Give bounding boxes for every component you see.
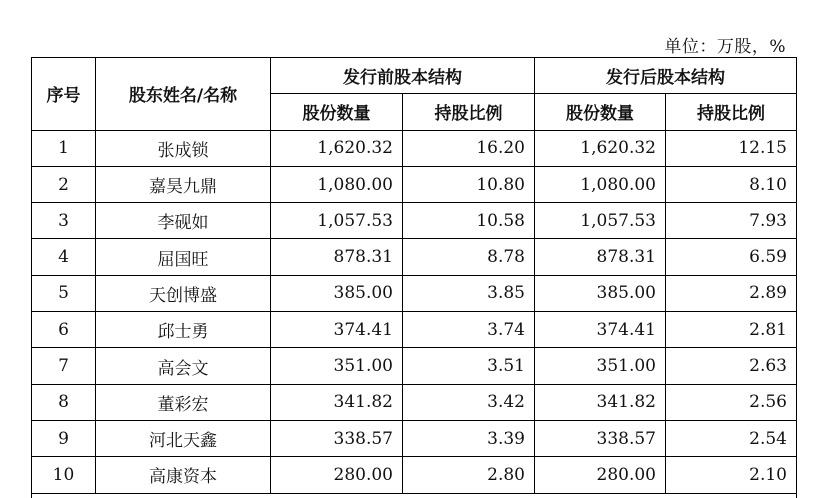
cell-ratio-before: 10.80 — [403, 166, 535, 202]
cell-name: 河北天鑫 — [96, 420, 271, 456]
cell-ratio-after: 12.15 — [666, 130, 797, 166]
cell-name: 张成锁 — [96, 130, 271, 166]
table-row — [32, 130, 797, 166]
header-shares-before: 股份数量 — [271, 94, 403, 130]
cell-name: 高会文 — [96, 348, 271, 384]
cell-ratio-after: 2.81 — [666, 312, 797, 348]
header-before: 发行前股本结构 — [271, 58, 535, 94]
cell-name: 李砚如 — [96, 203, 271, 239]
cell-no: 7 — [32, 348, 96, 384]
header-ratio-after: 持股比例 — [666, 94, 797, 130]
cell-ratio-before: 2.80 — [403, 457, 535, 493]
table-row — [32, 348, 797, 384]
table-row — [32, 312, 797, 348]
cell-shares-before: 351.00 — [271, 348, 403, 384]
table-row — [32, 384, 797, 420]
cell-shares-before: 1,620.32 — [271, 130, 403, 166]
cell-shares-before: 1,057.53 — [271, 203, 403, 239]
cell-no: 9 — [32, 420, 96, 456]
cell-ratio-before: 3.51 — [403, 348, 535, 384]
cell-ratio-after: 7.93 — [666, 203, 797, 239]
cell-no: 6 — [32, 312, 96, 348]
cell-shares-after: 878.31 — [535, 239, 666, 275]
cell-no: 5 — [32, 275, 96, 311]
table-row — [32, 275, 797, 311]
cell-ratio-before: 3.39 — [403, 420, 535, 456]
cell-shares-before: 341.82 — [271, 384, 403, 420]
cell-ratio-before: 3.74 — [403, 312, 535, 348]
cell-ratio-after: 8.10 — [666, 166, 797, 202]
header-after: 发行后股本结构 — [535, 58, 797, 94]
cell-shares-after: 351.00 — [535, 348, 666, 384]
table-header — [32, 58, 797, 131]
cell-no: 8 — [32, 384, 96, 420]
cell-no: 3 — [32, 203, 96, 239]
cell-shares-before: 374.41 — [271, 312, 403, 348]
cell-shares-after: 338.57 — [535, 420, 666, 456]
cell-ratio-before: 10.58 — [403, 203, 535, 239]
cell-ratio-after: 2.56 — [666, 384, 797, 420]
cell-shares-after: 374.41 — [535, 312, 666, 348]
header-name: 股东姓名/名称 — [96, 58, 271, 131]
cell-ratio-after: 2.89 — [666, 275, 797, 311]
cell-ratio-before: 8.78 — [403, 239, 535, 275]
table-row — [32, 239, 797, 275]
cell-no: 10 — [32, 457, 96, 493]
cell-name: 董彩宏 — [96, 384, 271, 420]
cell-shares-after: 280.00 — [535, 457, 666, 493]
cell-ratio-before: 3.85 — [403, 275, 535, 311]
cell-ratio-after: 2.10 — [666, 457, 797, 493]
cell-ratio-after: 6.59 — [666, 239, 797, 275]
header-shares-after: 股份数量 — [535, 94, 666, 130]
cell-no: 1 — [32, 130, 96, 166]
cell-shares-after: 341.82 — [535, 384, 666, 420]
cell-name: 屈国旺 — [96, 239, 271, 275]
cell-shares-before: 385.00 — [271, 275, 403, 311]
cell-name: 天创博盛 — [96, 275, 271, 311]
cell-shares-before: 1,080.00 — [271, 166, 403, 202]
cell-no: 4 — [32, 239, 96, 275]
table-row — [32, 203, 797, 239]
table-row — [32, 457, 797, 493]
cell-shares-before: 338.57 — [271, 420, 403, 456]
shareholding-table — [31, 57, 797, 494]
cell-shares-before: 878.31 — [271, 239, 403, 275]
cell-shares-before: 280.00 — [271, 457, 403, 493]
cropped-heading-strip — [30, 0, 400, 5]
table-row — [32, 420, 797, 456]
cell-shares-after: 1,057.53 — [535, 203, 666, 239]
cell-shares-after: 385.00 — [535, 275, 666, 311]
unit-label: 单位：万股，% — [664, 37, 786, 57]
cell-ratio-after: 2.54 — [666, 420, 797, 456]
header-seq: 序号 — [32, 58, 96, 131]
cell-name: 邱士勇 — [96, 312, 271, 348]
cell-ratio-before: 16.20 — [403, 130, 535, 166]
cell-shares-after: 1,620.32 — [535, 130, 666, 166]
cell-name: 高康资本 — [96, 457, 271, 493]
cell-no: 2 — [32, 166, 96, 202]
table-row — [32, 166, 797, 202]
cell-ratio-before: 3.42 — [403, 384, 535, 420]
header-ratio-before: 持股比例 — [403, 94, 535, 130]
cell-shares-after: 1,080.00 — [535, 166, 666, 202]
cell-ratio-after: 2.63 — [666, 348, 797, 384]
table-continuation — [31, 494, 797, 498]
cell-name: 嘉昊九鼎 — [96, 166, 271, 202]
